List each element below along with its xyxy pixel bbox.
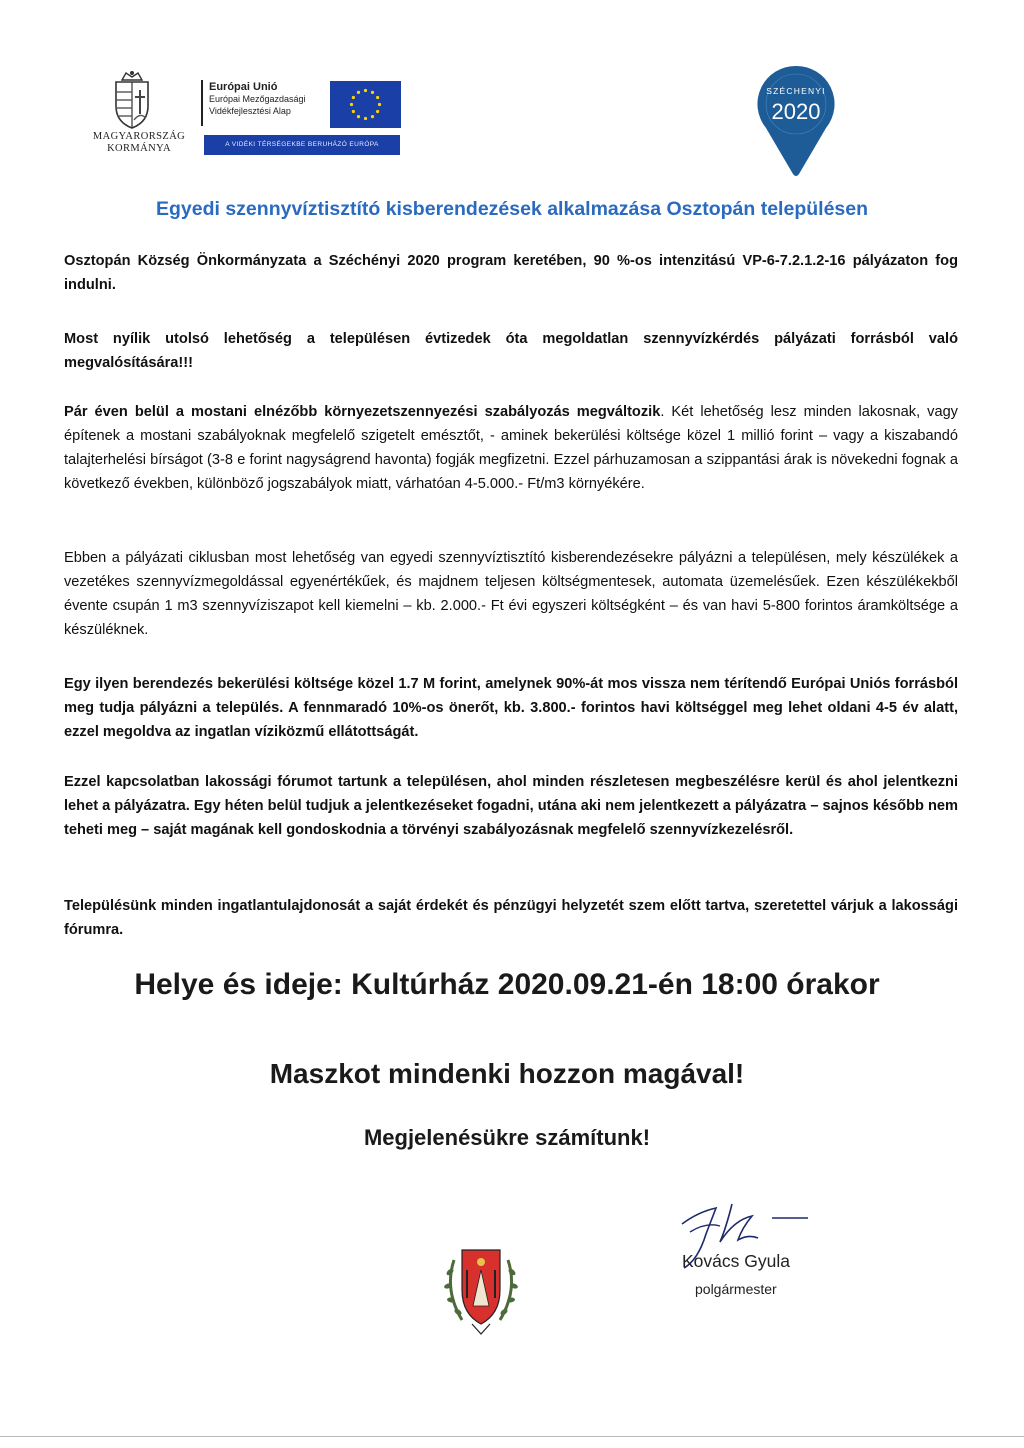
eu-divider [201, 80, 203, 126]
eu-star-icon [376, 96, 379, 99]
hungary-coat-of-arms-icon [108, 70, 156, 132]
hu-gov-line1: MAGYARORSZÁG [92, 131, 186, 142]
eu-star-icon [364, 89, 367, 92]
eu-star-icon [350, 103, 353, 106]
paragraph-invitation: Településünk minden ingatlantulajdonosát a saját érdekét és pénzügyi helyzetét szem előtt tartva, szeretettel várjuk a lakossági fórumra. [64, 898, 958, 938]
paragraph-opportunity: Most nyílik utolsó lehetőség a településen évtizedek óta megoldatlan szennyvízkérdés pályázati forrásból való megvalósítására!!! [64, 331, 958, 371]
eu-flag-icon [330, 81, 401, 128]
signer-role: polgármester [695, 1281, 777, 1297]
mask-notice: Maszkot mindenki hozzon magával! [269, 1058, 745, 1089]
eu-star-icon [364, 117, 367, 120]
page-edge-line [0, 1436, 1024, 1437]
paragraph-costs: Egy ilyen berendezés bekerülési költsége közel 1.7 M forint, amelynek 90%-át mos vissza nem térítendő Európai Uniós forrásból meg tudja pályázni a település. A fennmaradó 10%-os önerőt, kb. 3.800.- forintos havi költséggel meg lehet oldani 4-5 év alatt, ezzel megoldva az ingatlan víziközmű ellátottságát. [64, 676, 958, 740]
eu-star-icon [357, 115, 360, 118]
paragraph-regulation [64, 400, 958, 496]
event-place-time: Helye és ideje: Kultúrház 2020.09.21-én 18:00 órakor [134, 968, 880, 1001]
eu-star-icon [376, 110, 379, 113]
eu-star-icon [352, 110, 355, 113]
eu-star-icon [371, 115, 374, 118]
szechenyi-2020-logo [756, 64, 836, 178]
closing-line: Megjelenésükre számítunk! [363, 1125, 651, 1150]
paragraph-regulation-rest: . Két lehetőség lesz minden lakosnak, vagy építenek a mostani szabályoknak megfelelő szigetelt emésztőt, - aminek bekerülési költsége közel 1 millió forint – vagy a kiszabandó talajterhelési bírságot (3-8 e forint nagyságrend havonta) fogják megfizetni. Ezzel párhuzamosan a szippantási árak is növekedni fognak a következő években, különböző jogszabályok miatt, várhatóan 4-5.000.- Ft/m3 környékére. [64, 404, 958, 492]
szechenyi-year: 2020 [771, 99, 821, 124]
hungary-government-label [84, 131, 194, 155]
szechenyi-label: SZÉCHENYI [766, 86, 826, 96]
paragraph-regulation-bold: Pár éven belül a mostani elnézőbb környezetszennyezési szabályozás megváltozik [64, 404, 661, 420]
eu-fund-line1: Európai Mezőgazdasági [209, 94, 306, 104]
document-header [0, 0, 1024, 190]
eu-star-icon [378, 103, 381, 106]
paragraph-devices: Ebben a pályázati ciklusban most lehetőség van egyedi szennyvíztisztító kisberendezésekre pályázni a településen, mely készülékek a vezetékes szennyvízmegoldással egyenértékűek, és majdnem teljesen költségmentesek, automata üzemelésűek. Ezen készülékekből évente csupán 1 m3 szennyvíziszapot kell kiemelni – kb. 2.000.- Ft évi egyszeri költségként – és van havi 5-800 forintos áramköltsége a készüléknek. [64, 550, 958, 638]
eu-fund-text [209, 81, 306, 117]
eu-star-icon [357, 91, 360, 94]
town-coat-of-arms-icon [440, 1240, 522, 1336]
hu-gov-line2: KORMÁNYA [107, 143, 171, 154]
eu-fund-line2: Vidékfejlesztési Alap [209, 106, 291, 116]
paragraph-forum: Ezzel kapcsolatban lakossági fórumot tartunk a településen, ahol minden részletesen megbeszélésre kerül és ahol jelentkezni lehet a pályázatra. Egy héten belül tudjuk a jelentkezéseket fogadni, utána aki nem jelentkezett a pályázatra – sajnos később nem teheti meg – saját magának kell gondoskodnia a törvényi szabályozásnak megfelelő szennyvízkezelésről. [64, 774, 958, 838]
eu-title: Európai Unió [209, 81, 278, 93]
eu-banner: A VIDÉKI TÉRSÉGEKBE BERUHÁZÓ EURÓPA [204, 135, 400, 155]
document-title: Egyedi szennyvíztisztító kisberendezések alkalmazása Osztopán településen [155, 198, 869, 220]
eu-star-icon [352, 96, 355, 99]
paragraph-intro: Osztopán Község Önkormányzata a Széchényi 2020 program keretében, 90 %-os intenzitású VP-6-7.2.1.2-16 pályázaton fog indulni. [64, 253, 958, 293]
signer-name: Kovács Gyula [682, 1251, 790, 1271]
eu-star-icon [371, 91, 374, 94]
